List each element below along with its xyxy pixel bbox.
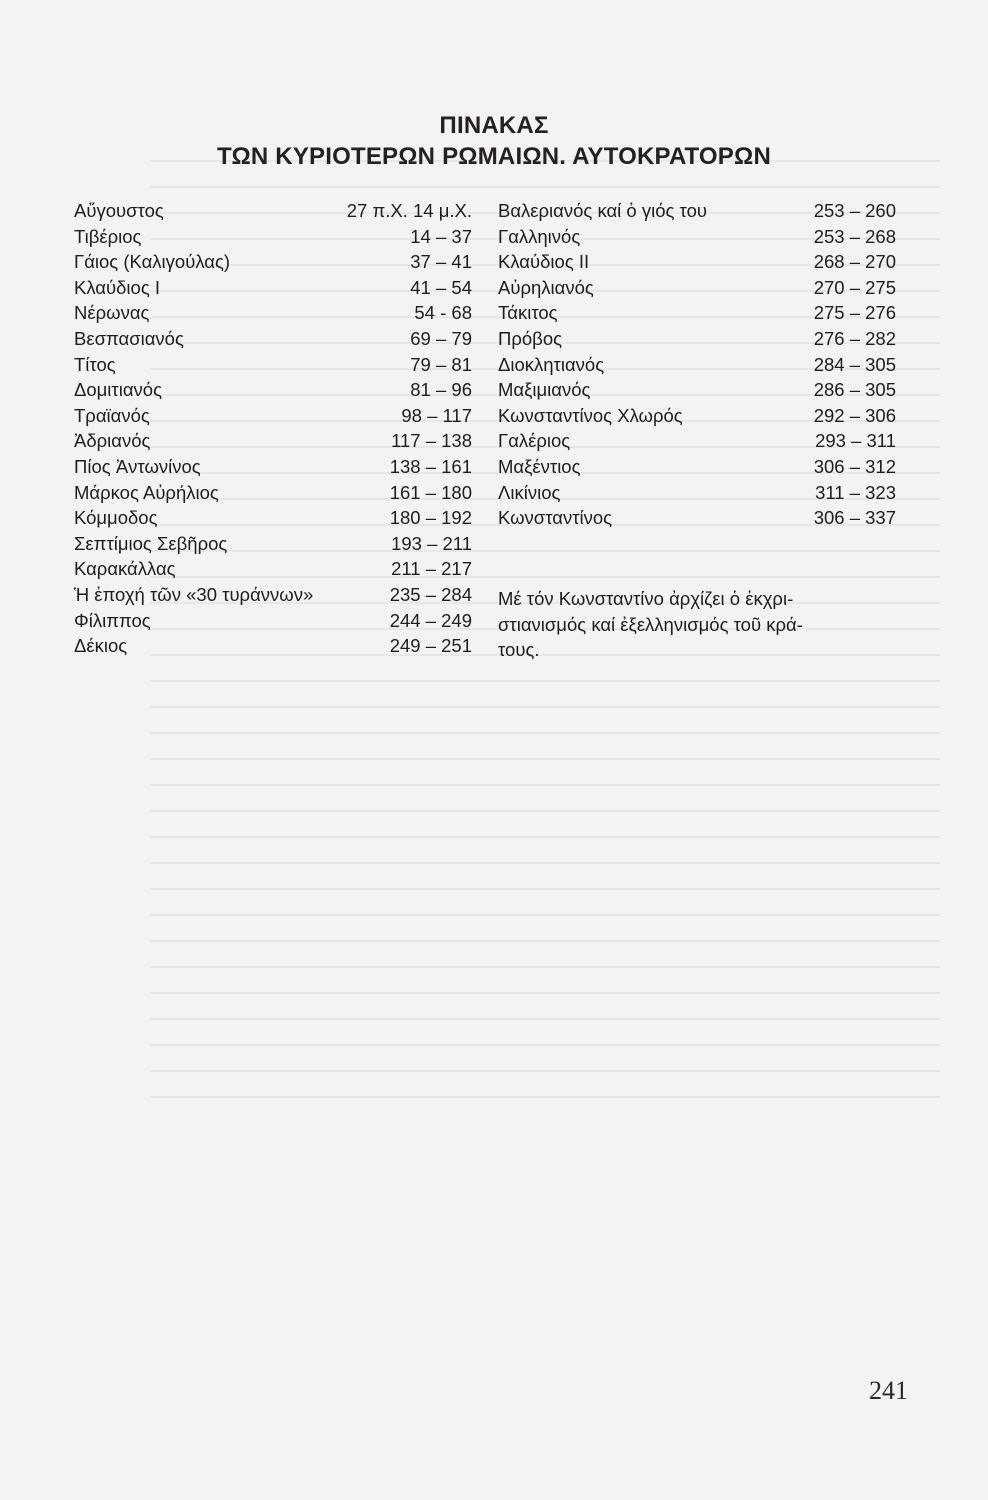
emperor-row: [74, 377, 472, 403]
reign-years: 268 – 270: [813, 251, 896, 273]
reign-years: 14 – 37: [410, 225, 472, 247]
emperor-name: Φίλιππος: [74, 609, 151, 631]
emperor-name: Λικίνιος: [498, 481, 561, 503]
emperor-name: Τιβέριος: [74, 225, 142, 247]
reign-years: 249 – 251: [389, 635, 472, 657]
emperor-row: [498, 300, 896, 326]
emperor-row: [74, 454, 472, 480]
emperor-name: Πίος Ἀντωνίνος: [74, 455, 201, 477]
reign-years: 180 – 192: [389, 507, 472, 529]
emperor-row: [74, 556, 472, 582]
emperor-row: [74, 275, 472, 301]
emperor-row: [74, 403, 472, 429]
page-number: 241: [869, 1376, 908, 1405]
emperor-row: [74, 582, 472, 608]
reign-years: 161 – 180: [389, 481, 472, 503]
emperor-name: Διοκλητιανός: [498, 353, 605, 375]
emperor-name: Κλαύδιος Ι: [74, 276, 161, 298]
emperor-name: Πρόβος: [498, 327, 563, 349]
emperor-row: [74, 633, 472, 659]
emperor-row: [498, 377, 896, 403]
reign-years: 253 – 260: [813, 200, 896, 221]
emperor-row: [74, 352, 472, 378]
emperor-name: Ἡ ἐποχή τῶν «30 τυράννων»: [74, 583, 314, 605]
emperor-row: [498, 198, 896, 224]
emperor-name: Τίτος: [74, 353, 116, 375]
emperor-name: Αὔγουστος: [74, 200, 164, 221]
note-line: στιανισμός καί ἐξελληνισμός τοῦ κρά-: [498, 613, 803, 635]
reign-years: 293 – 311: [815, 430, 896, 452]
emperor-name: Μάρκος Αὐρήλιος: [74, 481, 219, 503]
reign-years: 311 – 323: [815, 481, 896, 503]
reign-years: 235 – 284: [389, 583, 472, 605]
reign-years: 69 – 79: [410, 327, 472, 349]
emperor-row: [74, 326, 472, 352]
emperor-name: Βεσπασιανός: [74, 327, 184, 349]
emperor-row: [74, 300, 472, 326]
emperor-row: [498, 224, 896, 250]
reign-years: 41 – 54: [410, 276, 472, 298]
emperor-name: Αὐρηλιανός: [498, 276, 594, 298]
emperor-row: [498, 505, 896, 531]
emperor-name: Γαλληινός: [498, 225, 581, 247]
emperor-name: Κόμμοδος: [74, 507, 158, 529]
emperors-list-right: [498, 198, 896, 531]
emperor-row: [74, 198, 472, 224]
reign-years: 276 – 282: [813, 327, 896, 349]
emperor-row: [74, 480, 472, 506]
emperor-name: Ἀδριανός: [74, 430, 151, 452]
reign-years: 211 – 217: [391, 558, 472, 580]
reign-years: 286 – 305: [813, 379, 896, 401]
emperors-list-left: [74, 198, 472, 659]
emperor-row: [74, 505, 472, 531]
emperor-name: Βαλεριανός καί ὁ γιός του: [498, 200, 708, 221]
reign-years: 244 – 249: [389, 609, 472, 631]
emperor-row: [498, 352, 896, 378]
emperor-name: Καρακάλλας: [74, 558, 176, 580]
emperor-row: [498, 326, 896, 352]
emperor-name: Μαξιμιανός: [498, 379, 591, 401]
emperor-row: [74, 531, 472, 557]
emperor-row: [498, 403, 896, 429]
reign-years: 54 - 68: [414, 302, 472, 324]
emperor-name: Τάκιτος: [498, 302, 558, 324]
christianization-note: [498, 586, 898, 663]
emperor-name: Κωνσταντίνος: [498, 507, 613, 529]
page-subtitle: ΤΩΝ ΚΥΡΙΟΤΕΡΩΝ ΡΩΜΑΙΩΝ. ΑΥΤΟΚΡΑΤΟΡΩΝ: [217, 143, 771, 170]
emperor-row: [498, 480, 896, 506]
reign-years: 79 – 81: [410, 353, 472, 375]
emperor-name: Νέρωνας: [74, 302, 150, 324]
reign-years: 275 – 276: [813, 302, 896, 324]
emperor-row: [74, 428, 472, 454]
page-title: ΠΙΝΑΚΑΣ: [439, 112, 549, 139]
emperor-row: [74, 608, 472, 634]
reign-years: 253 – 268: [813, 225, 896, 247]
emperor-name: Γαλέριος: [498, 430, 571, 452]
note-line: Μέ τόν Κωνσταντίνο ἀρχίζει ὁ ἐκχρι-: [498, 588, 794, 609]
reign-years: 81 – 96: [410, 379, 472, 401]
reign-years: 37 – 41: [410, 251, 472, 273]
reign-years: 117 – 138: [391, 430, 472, 452]
emperor-row: [74, 224, 472, 250]
emperor-name: Γάιος (Καλιγούλας): [74, 251, 231, 273]
emperor-row: [498, 428, 896, 454]
reign-years: 284 – 305: [813, 353, 896, 375]
emperor-name: Κωνσταντίνος Χλωρός: [498, 404, 683, 426]
emperor-name: Δέκιος: [74, 635, 128, 657]
emperor-name: Μαξέντιος: [498, 455, 581, 477]
emperor-name: Τραϊανός: [74, 404, 150, 426]
emperor-name: Σεπτίμιος Σεβῆρος: [74, 532, 228, 554]
emperor-name: Κλαύδιος ΙΙ: [498, 251, 590, 273]
reign-years: 98 – 117: [401, 404, 472, 426]
note-line: τους.: [498, 639, 540, 661]
reign-years: 138 – 161: [389, 455, 472, 477]
reign-years: 292 – 306: [813, 404, 896, 426]
reign-years: 270 – 275: [813, 276, 896, 298]
emperor-name: Δομιτιανός: [74, 379, 162, 401]
reign-years: 306 – 337: [813, 507, 896, 529]
reign-years: 306 – 312: [813, 455, 896, 477]
emperor-row: [74, 249, 472, 275]
emperor-row: [498, 454, 896, 480]
reign-years: 193 – 211: [391, 532, 472, 554]
emperor-row: [498, 249, 896, 275]
emperor-row: [498, 275, 896, 301]
reign-years: 27 π.Χ. 14 μ.Χ.: [346, 200, 472, 221]
